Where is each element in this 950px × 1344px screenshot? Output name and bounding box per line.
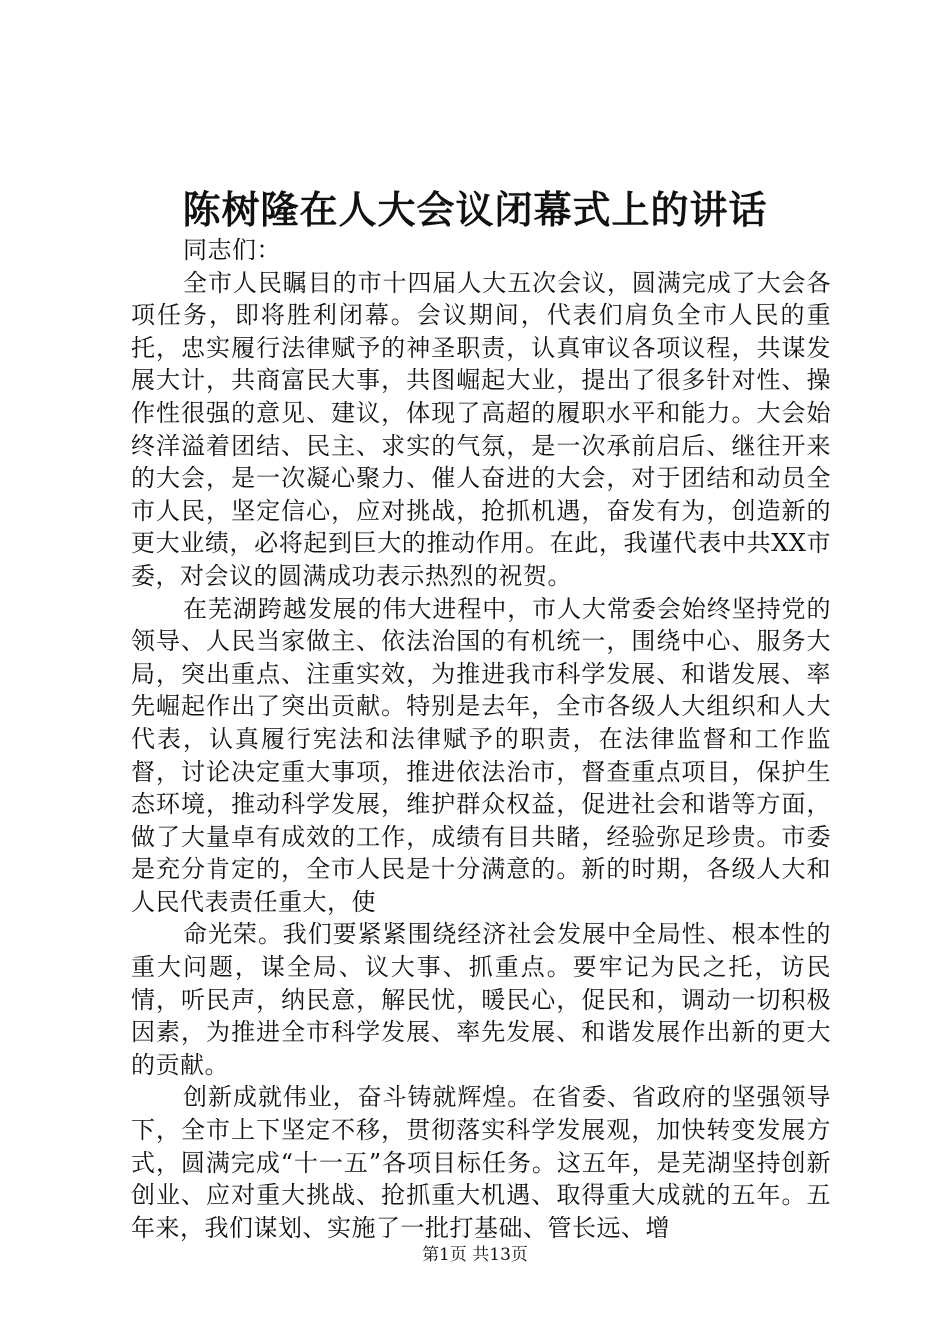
page-footer: 第1页 共13页 (422, 1245, 528, 1265)
body-paragraph-3: 命光荣。我们要紧紧围绕经济社会发展中全局性、根本性的重大问题，谋全局、议大事、抓重点。要牢记为民之托，访民情，听民声，纳民意，解民忧，暖民心，促民和，调动一切积极因素，为推进全市科学发展、率先发展、和谐发展作出新的更大的贡献。 (131, 920, 831, 1079)
document-body (131, 234, 831, 1244)
body-paragraph-4: 创新成就伟业，奋斗铸就辉煌。在省委、省政府的坚强领导下，全市上下坚定不移，贯彻落实科学发展观，加快转变发展方式，圆满完成“十一五”各项目标任务。这五年，是芜湖坚持创新创业、应对重大挑战、抢抓重大机遇、取得重大成就的五年。五年来，我们谋划、实施了一批打基础、管长远、增 (131, 1083, 831, 1242)
salutation-paragraph: 同志们： (183, 236, 281, 264)
body-paragraph-1: 全市人民瞩目的市十四届人大五次会议，圆满完成了大会各项任务，即将胜利闭幕。会议期间，代表们肩负全市人民的重托，忠实履行法律赋予的神圣职责，认真审议各项议程，共谋发展大计，共商富民大事，共图崛起大业，提出了很多针对性、操作性很强的意见、建议，体现了高超的履职水平和能力。大会始终洋溢着团结、民主、求实的气氛，是一次承前启后、继往开来的大会，是一次凝心聚力、催人奋进的大会，对于团结和动员全市人民，坚定信心，应对挑战，抢抓机遇，奋发有为，创造新的更大业绩，必将起到巨大的推动作用。在此，我谨代表中共XX市委，对会议的圆满成功表示热烈的祝贺。 (131, 268, 831, 590)
body-paragraph-2: 在芜湖跨越发展的伟大进程中，市人大常委会始终坚持党的领导、人民当家做主、依法治国的有机统一，围绕中心、服务大局，突出重点、注重实效，为推进我市科学发展、和谐发展、率先崛起作出了突出贡献。特别是去年，全市各级人大组织和人大代表，认真履行宪法和法律赋予的职责，在法律监督和工作监督，讨论决定重大事项，推进依法治市，督查重点项目，保护生态环境，推动科学发展，维护群众权益，促进社会和谐等方面，做了大量卓有成效的工作，成绩有目共睹，经验弥足珍贵。市委是充分肯定的，全市人民是十分满意的。新的时期，各级人大和人民代表责任重大，使 (131, 594, 831, 916)
document-title: 陈树隆在人大会议闭幕式上的讲话 (182, 187, 768, 232)
